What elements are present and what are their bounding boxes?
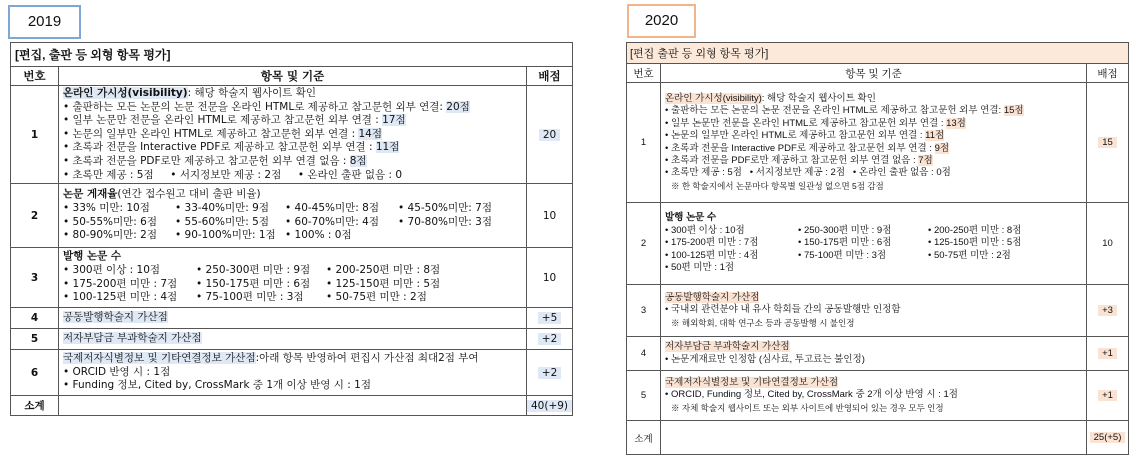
row-title: 논문 게재율	[63, 188, 118, 201]
table-row	[11, 329, 573, 350]
row-title-suffix: :아래 항목 반영하여 편집시 가산점 최대2점 부여	[255, 352, 479, 365]
row-title: 온라인 가시성(visibility)	[665, 92, 762, 104]
criteria-item: • 250-300편 미만 : 9점	[196, 264, 311, 277]
table-row	[627, 83, 1129, 203]
points-value: 10	[1087, 203, 1129, 285]
criteria-item: • 300편 이상 : 10점	[665, 224, 745, 236]
row-number: 4	[11, 308, 59, 329]
points-value: 20	[539, 129, 560, 141]
criteria-line: • 일부 논문만 전문을 온라인 HTML로 제공하고 참고문헌 외부 연결 :	[63, 114, 379, 127]
note-line: ※ 자체 학술지 웹사이트 또는 외부 사이트에 반영되어 있는 경우 모두 인정	[671, 402, 944, 413]
criteria-item: • 50-55%미만: 6점	[63, 215, 158, 228]
criteria-item: • 150-175편 미만 : 6점	[798, 237, 892, 249]
points-value: +5	[538, 312, 561, 324]
row-number: 2	[627, 203, 661, 285]
criteria-item: • 50-75편 미만 : 2점	[928, 249, 1011, 261]
table-row	[11, 350, 573, 396]
criteria-line: • ORCID, Funding 정보, Cited by, CrossMark 중 2개 이상 반영 시 : 1점	[665, 389, 958, 401]
score-highlight: 7점	[918, 154, 933, 166]
row-title-suffix: : 해당 학술지 웹사이트 확인	[761, 92, 876, 104]
criteria-item: • 100-125편 미만 : 4점	[63, 291, 178, 304]
criteria-line: • ORCID 반영 시 : 1점	[63, 365, 171, 378]
row-number: 5	[627, 371, 661, 421]
score-highlight: 9점	[934, 142, 950, 154]
table-row	[11, 308, 573, 329]
criteria-item: • 33-40%미만: 9점	[175, 202, 270, 215]
row-title: 공동발행학술지 가산점	[63, 311, 168, 324]
criteria-item: • 45-50%미만: 7점	[398, 202, 493, 215]
criteria-line: • 논문의 일부만 온라인 HTML로 제공하고 참고문헌 외부 연결 :	[63, 127, 356, 140]
score-highlight: 14점	[358, 127, 382, 140]
criteria-line: • 일부 논문만 전문을 온라인 HTML로 제공하고 참고문헌 외부 연결 :	[665, 117, 944, 129]
evaluation-table-2020	[626, 42, 1129, 455]
table-row-total	[627, 421, 1129, 455]
row-title: 발행 논문 수	[665, 212, 717, 224]
table-caption: [편집 출판 등 외형 항목 평가]	[627, 43, 1129, 64]
points-value: 10	[527, 248, 573, 308]
criteria-item: • 33% 미만: 10점	[63, 202, 150, 215]
row-title: 저자부담금 부과학술지 가산점	[63, 332, 202, 345]
criteria-item: • 75-100편 미만 : 3점	[196, 291, 304, 304]
criteria-item: • 55-60%미만: 5점	[175, 215, 270, 228]
criteria-line: • 출판하는 모든 논문의 논문 전문을 온라인 HTML로 제공하고 참고문헌 외부 연결:	[63, 100, 443, 113]
row-title: 발행 논문 수	[63, 250, 122, 263]
criteria-item: • 100% : 0점	[285, 229, 352, 242]
row-title: 공동발행학술지 가산점	[665, 291, 760, 303]
note-line: ※ 한 학술지에서 논문마다 항목별 일관성 없으면 5점 감점	[671, 180, 884, 191]
criteria-line: • 초록과 전문을 PDF로만 제공하고 참고문헌 외부 연결 없음 :	[665, 154, 916, 166]
header-points: 배점	[1087, 64, 1129, 83]
table-caption: [편집, 출판 등 외형 항목 평가]	[11, 43, 573, 67]
criteria-line: • 초록만 제공 : 5점 • 서지정보만 제공 : 2점 • 온라인 출판 없음 : 0점	[665, 167, 951, 179]
row-number: 2	[11, 184, 59, 248]
header-number: 번호	[627, 64, 661, 83]
year-label-2019: 2019	[8, 5, 81, 39]
header-points: 배점	[527, 67, 573, 86]
row-title: 국제저자식별정보 및 기타연결정보 가산점	[665, 376, 839, 388]
header-criteria: 항목 및 기준	[59, 67, 527, 86]
points-value: +1	[1098, 348, 1117, 359]
total-label: 소계	[627, 421, 661, 455]
table-row-total	[11, 396, 573, 416]
criteria-item: • 40-45%미만: 8점	[285, 202, 380, 215]
criteria-item: • 80-90%미만: 2점	[63, 229, 158, 242]
criteria-line: • 논문의 일부만 온라인 HTML로 제공하고 참고문헌 외부 연결 :	[665, 130, 923, 142]
criteria-item: • 300편 이상 : 10점	[63, 264, 161, 277]
table-row	[627, 285, 1129, 337]
score-highlight: 15점	[1003, 105, 1024, 117]
points-value: +1	[1098, 390, 1117, 401]
row-number: 3	[11, 248, 59, 308]
points-value: 10	[527, 184, 573, 248]
criteria-item: • 50-75편 미만 : 2점	[326, 291, 427, 304]
table-row	[11, 248, 573, 308]
row-number: 1	[627, 83, 661, 203]
points-value: +2	[538, 367, 561, 379]
total-points: 25(+5)	[1090, 432, 1126, 443]
score-highlight: 11점	[375, 141, 400, 154]
score-highlight: 20점	[446, 100, 470, 113]
criteria-item: • 250-300편 미만 : 9점	[798, 224, 892, 236]
criteria-line: • 초록과 전문을 Interactive PDF로 제공하고 참고문헌 외부 연결 :	[63, 141, 373, 154]
criteria-line: • 출판하는 모든 논문의 논문 전문을 온라인 HTML로 제공하고 참고문헌 외부 연결:	[665, 105, 1002, 117]
total-points: 40(+9)	[527, 400, 572, 412]
criteria-line: • 초록만 제공 : 5점 • 서지정보만 제공 : 2점 • 온라인 출판 없음 : 0	[63, 168, 403, 181]
row-number: 1	[11, 86, 59, 184]
criteria-line: • 초록과 전문을 PDF로만 제공하고 참고문헌 외부 연결 없음 :	[63, 154, 347, 167]
score-highlight: 11점	[925, 130, 945, 142]
criteria-item: • 100-125편 미만 : 4점	[665, 249, 759, 261]
criteria-item: • 150-175편 미만 : 6점	[196, 277, 311, 290]
criteria-item: • 75-100편 미만 : 3점	[798, 249, 887, 261]
criteria-line: • Funding 정보, Cited by, CrossMark 중 1개 이상 반영 시 : 1점	[63, 379, 371, 392]
row-number: 3	[627, 285, 661, 337]
row-number: 6	[11, 350, 59, 396]
score-highlight: 17점	[382, 114, 406, 127]
table-row	[11, 86, 573, 184]
criteria-item: • 175-200편 미만 : 7점	[63, 277, 178, 290]
criteria-item: • 125-150편 미만 : 5점	[326, 277, 441, 290]
points-value: +2	[538, 333, 561, 345]
header-number: 번호	[11, 67, 59, 86]
criteria-line: • 국내외 관련분야 내 유사 학회들 간의 공동발행만 인정함	[665, 304, 901, 316]
points-value: +3	[1098, 305, 1117, 316]
row-title: 국제저자식별정보 및 기타연결정보 가산점	[63, 352, 256, 365]
criteria-item: • 90-100%미만: 1점	[175, 229, 276, 242]
criteria-line: • 논문게재료만 인정함 (심사료, 투고료는 불인정)	[665, 353, 865, 365]
table-row	[627, 203, 1129, 285]
row-title: 저자부담금 부과학술지 가산점	[665, 341, 790, 353]
criteria-item: • 125-150편 미만 : 5점	[928, 237, 1022, 249]
row-number: 4	[627, 337, 661, 371]
criteria-item: • 70-80%미만: 3점	[398, 215, 493, 228]
score-highlight: 13점	[946, 117, 966, 129]
header-criteria: 항목 및 기준	[661, 64, 1087, 83]
evaluation-table-2019	[10, 42, 573, 416]
criteria-item: • 200-250편 미만 : 8점	[326, 264, 441, 277]
table-row	[627, 371, 1129, 421]
table-row	[11, 184, 573, 248]
criteria-item: • 60-70%미만: 4점	[285, 215, 380, 228]
row-title: 온라인 가시성(visibility)	[63, 87, 188, 99]
row-number: 5	[11, 329, 59, 350]
row-title-suffix: (연간 접수원고 대비 출판 비율)	[117, 188, 261, 201]
table-row	[627, 337, 1129, 371]
note-line: ※ 해외학회, 대학 연구소 등과 공동발행 시 불인정	[671, 317, 855, 328]
criteria-item: • 50편 미만 : 1점	[665, 262, 735, 274]
row-title-suffix: : 해당 학술지 웹사이트 확인	[187, 87, 317, 99]
year-label-2020: 2020	[627, 4, 696, 38]
total-label: 소계	[11, 396, 59, 416]
criteria-line: • 초록과 전문을 Interactive PDF로 제공하고 참고문헌 외부 연결 :	[665, 142, 932, 154]
criteria-item: • 200-250편 미만 : 8점	[928, 224, 1022, 236]
points-value: 15	[1098, 137, 1117, 148]
criteria-item: • 175-200편 미만 : 7점	[665, 237, 759, 249]
score-highlight: 8점	[349, 154, 367, 167]
